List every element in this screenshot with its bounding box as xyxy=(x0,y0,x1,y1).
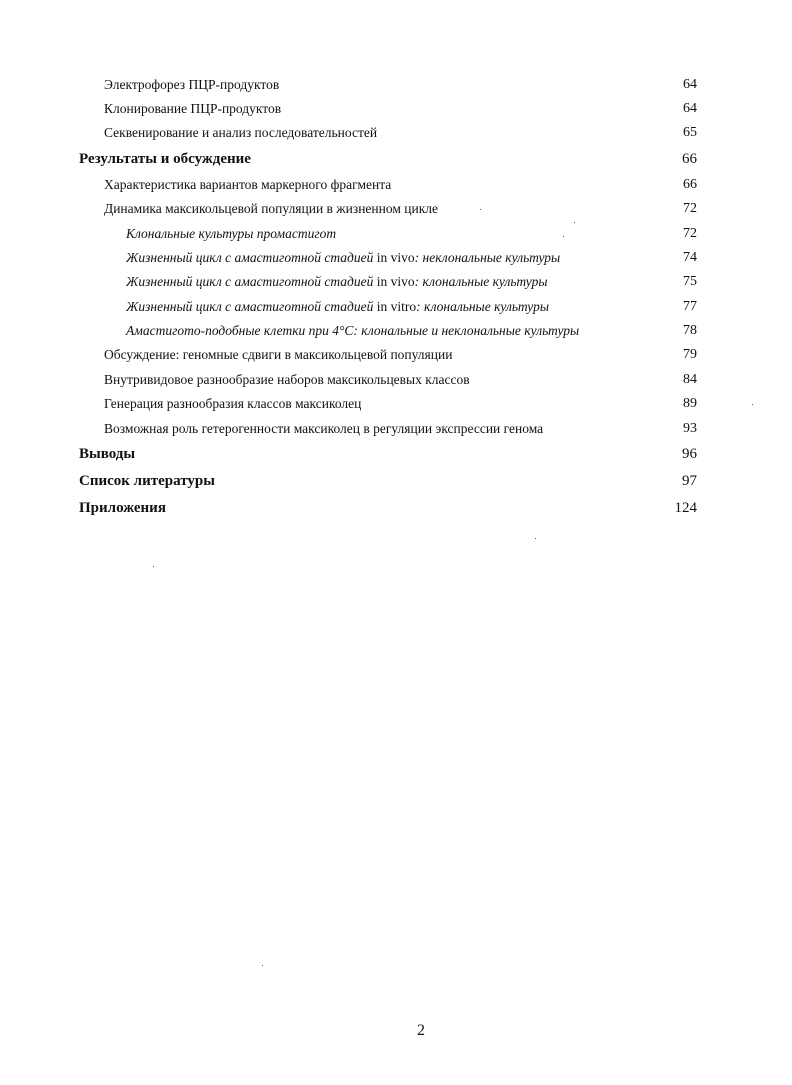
scan-speck xyxy=(752,404,753,405)
toc-entry-page: 66 xyxy=(683,177,697,192)
scan-speck xyxy=(563,236,564,237)
scan-speck xyxy=(535,538,536,539)
toc-entry-page: 84 xyxy=(683,372,697,387)
toc-entry-title: Динамика максикольцевой популяции в жизненном цикле xyxy=(104,201,439,216)
toc-entry-title-part: : неклональные культуры xyxy=(414,250,561,265)
toc-entry-page: 64 xyxy=(683,101,697,116)
toc-entry-page: 72 xyxy=(683,201,697,216)
toc-entry[interactable] xyxy=(0,369,792,391)
toc-entry-page: 74 xyxy=(683,250,697,265)
toc-entry[interactable] xyxy=(0,320,792,342)
scan-speck xyxy=(262,965,263,966)
toc-entry-page: 89 xyxy=(683,396,697,411)
toc-entry[interactable] xyxy=(0,223,792,245)
toc-entry-title: Возможная роль гетерогенности максиколец в регуляции экспрессии генома xyxy=(104,421,544,436)
toc-entry[interactable] xyxy=(0,74,792,96)
toc-entry-title: Клональные культуры промастигот xyxy=(126,226,337,241)
toc-entry-page: 75 xyxy=(683,274,697,289)
toc-entry-title-part: : клональные культуры xyxy=(414,274,548,289)
toc-entry[interactable] xyxy=(0,148,792,170)
scan-speck xyxy=(153,566,154,567)
scan-speck xyxy=(574,222,575,223)
toc-entry-title: Электрофорез ПЦР-продуктов xyxy=(104,77,280,92)
toc-entry-page: 66 xyxy=(682,151,697,167)
page-number: 2 xyxy=(417,1022,425,1039)
toc-entry[interactable] xyxy=(0,393,792,415)
toc-entry-title-part: Жизненный цикл с амастиготной стадией xyxy=(126,299,374,314)
toc-entry-page: 64 xyxy=(683,77,697,92)
toc-entry[interactable] xyxy=(0,470,792,492)
toc-entry[interactable] xyxy=(0,443,792,465)
toc-entry[interactable] xyxy=(0,418,792,440)
scan-speck xyxy=(480,209,481,210)
toc-entry-page: 78 xyxy=(683,323,697,338)
toc-entry-title-latin: in vivo xyxy=(376,250,415,265)
toc-entry-title-part: : клональные культуры xyxy=(416,299,549,314)
toc-entry-title: Приложения xyxy=(79,500,166,516)
toc-entry[interactable] xyxy=(0,296,792,318)
toc-entry-page: 124 xyxy=(674,500,697,516)
toc-entry-title: Список литературы xyxy=(79,473,215,489)
toc-entry[interactable] xyxy=(0,344,792,366)
toc-entry-title: Клонирование ПЦР-продуктов xyxy=(104,101,282,116)
toc-entry-title: Внутривидовое разнообразие наборов максикольцевых классов xyxy=(104,372,470,387)
toc-entry-title: Амастигото-подобные клетки при 4°С: клональные и неклональные культуры xyxy=(126,323,580,338)
toc-entry[interactable] xyxy=(0,271,792,293)
toc-entry-title-part: Жизненный цикл с амастиготной стадией xyxy=(126,274,374,289)
toc-entry-page: 79 xyxy=(683,347,697,362)
toc-entry[interactable] xyxy=(0,497,792,519)
toc-entry[interactable] xyxy=(0,198,792,220)
toc-entry-page: 65 xyxy=(683,125,697,140)
toc-entry-title: Обсуждение: геномные сдвиги в максикольцевой популяции xyxy=(104,347,453,362)
toc-entry-title xyxy=(126,271,548,293)
toc-entry[interactable] xyxy=(0,122,792,144)
toc-entry-page: 97 xyxy=(682,473,697,489)
toc-entry-page: 77 xyxy=(683,299,697,314)
toc-entry-page: 72 xyxy=(683,226,697,241)
toc-entry-title-part: Жизненный цикл с амастиготной стадией xyxy=(126,250,374,265)
toc-entry[interactable] xyxy=(0,98,792,120)
toc-entry-title: Выводы xyxy=(79,446,136,462)
toc-entry-title: Результаты и обсуждение xyxy=(79,151,251,167)
toc-entry-title: Характеристика вариантов маркерного фрагмента xyxy=(104,177,392,192)
toc-entry-title xyxy=(126,247,560,269)
toc-entry-page: 93 xyxy=(683,421,697,436)
toc-entry[interactable] xyxy=(0,174,792,196)
toc-entry[interactable] xyxy=(0,247,792,269)
toc-entry-title-latin: in vitro xyxy=(376,299,417,314)
toc-entry-title: Секвенирование и анализ последовательностей xyxy=(104,125,378,140)
toc-entry-title-latin: in vivo xyxy=(376,274,415,289)
toc-entry-title: Генерация разнообразия классов максиколец xyxy=(104,396,362,411)
toc-entry-title xyxy=(126,296,549,318)
toc-entry-page: 96 xyxy=(682,446,697,462)
